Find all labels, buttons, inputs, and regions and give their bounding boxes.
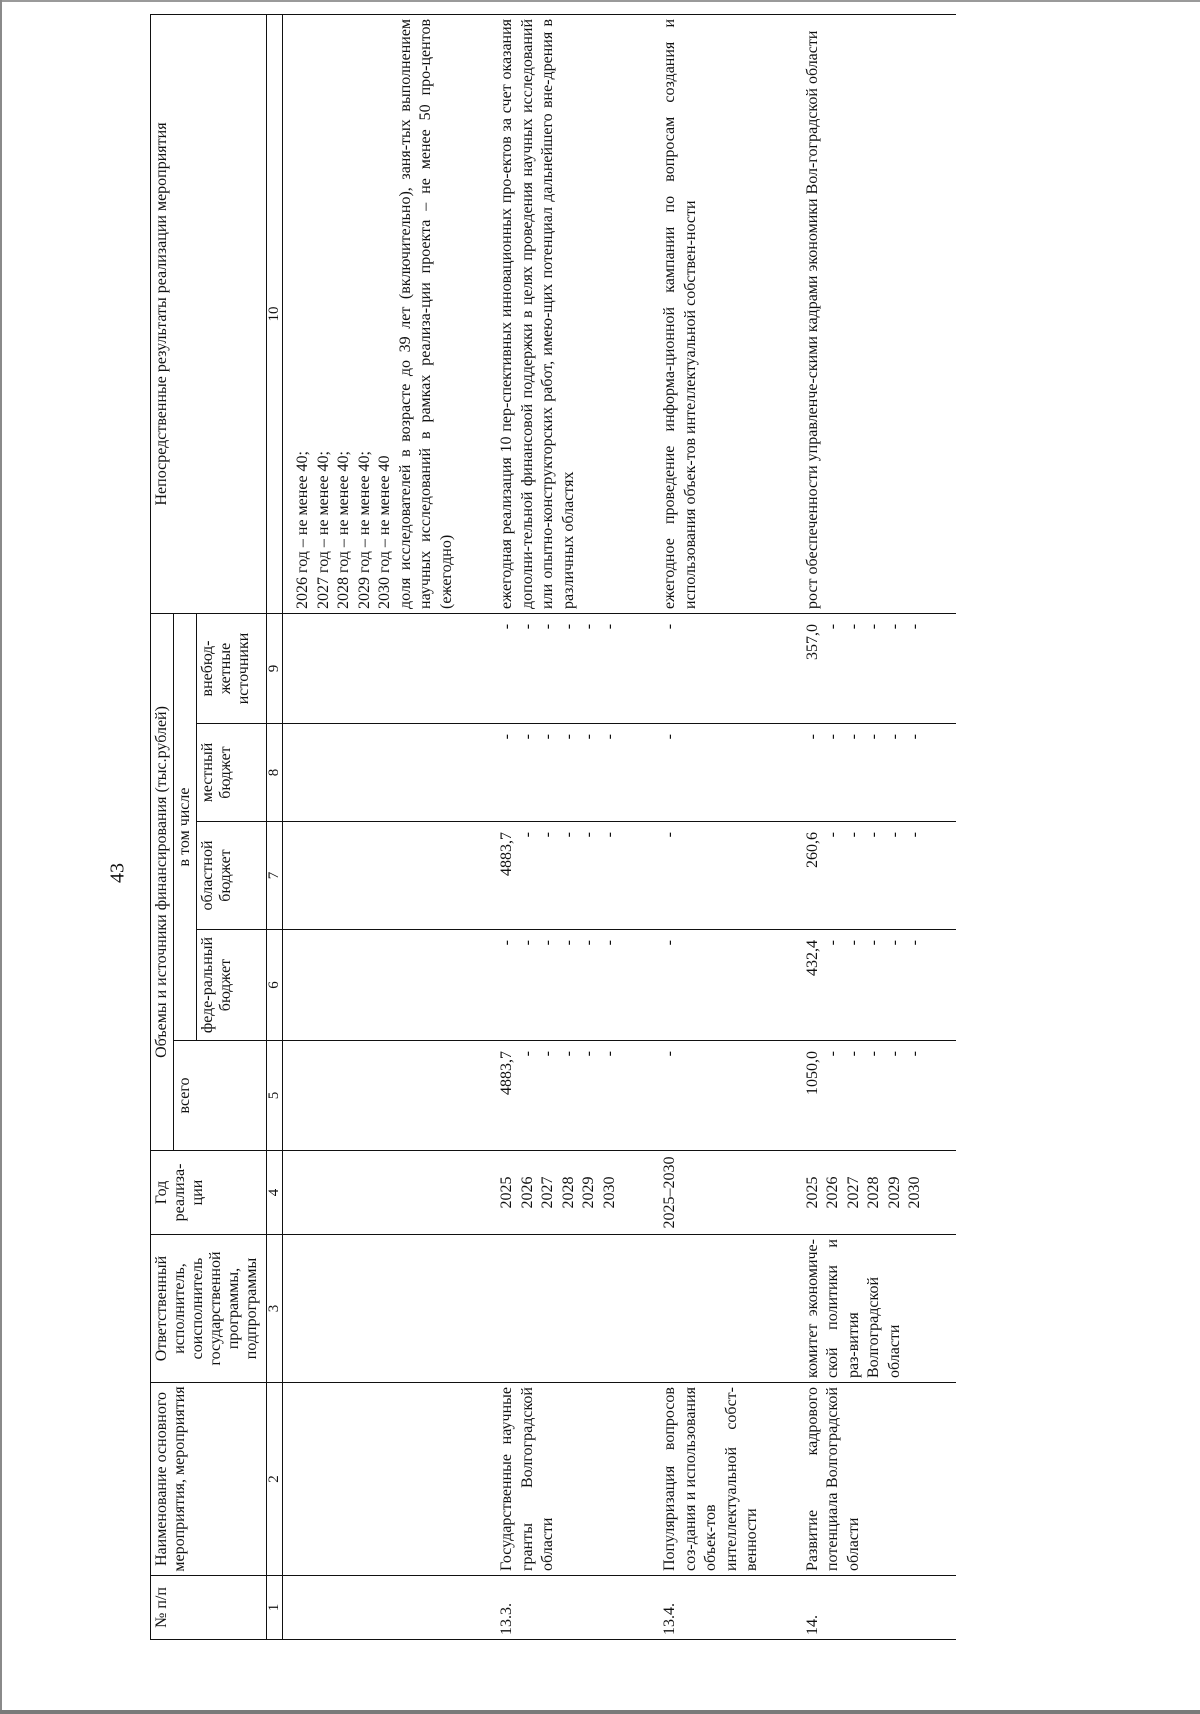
cell-federal-line: - <box>600 940 618 946</box>
cell-total-line: - <box>906 1051 923 1057</box>
cell-extrabudget <box>487 613 650 723</box>
header-local: местный бюджет <box>197 724 267 822</box>
cell-extrabudget-line: - <box>906 623 923 630</box>
column-number: 5 <box>267 1041 283 1151</box>
header-name: Наименование основного мероприятия, мероприятия <box>151 1383 267 1576</box>
cell-extrabudget-line: - <box>518 623 536 630</box>
cell-results <box>793 14 956 613</box>
header-year: Год реализа-ции <box>151 1151 267 1235</box>
cell-total-line: - <box>559 1051 577 1057</box>
cell-extrabudget-line: - <box>824 623 841 630</box>
cell-local <box>487 724 650 822</box>
cell-extrabudget <box>793 613 956 723</box>
table-row <box>650 14 793 1639</box>
cell-year <box>283 1151 488 1235</box>
cell-extrabudget-line: - <box>865 623 882 630</box>
cell-regional-line: - <box>885 832 903 838</box>
cell-total-line: - <box>885 1051 903 1057</box>
scan-edge-top <box>0 0 1200 2</box>
column-number: 1 <box>267 1576 283 1640</box>
cell-local-line: - <box>865 734 882 740</box>
cell-total-line: 4883,7 <box>498 1051 515 1095</box>
cell-regional-line: - <box>906 832 923 838</box>
cell-year-line: 2028 <box>865 1176 882 1209</box>
cell-local-line: - <box>559 734 577 740</box>
cell-total-line: 1050,0 <box>803 1051 821 1095</box>
cell-total-line: - <box>844 1051 862 1057</box>
cell-year-line: 2027 <box>844 1176 862 1209</box>
column-number: 2 <box>267 1383 283 1576</box>
cell-results-line: ежегодная реализация 10 пер-спективных инновационных про-ектов за счет оказания дополни-тельной финансовой поддержки в целях проведения научных исследований или опытно-конструкторских работ, имею-щих потенциал дальнейшего вне-дрения в различных областях <box>498 18 577 609</box>
header-executor: Ответственный исполнитель, соисполнитель государственной программы, подпрограммы <box>151 1235 267 1383</box>
table-row <box>487 14 650 1639</box>
cell-extrabudget-line: - <box>498 623 515 630</box>
cell-regional-line: 260,6 <box>803 832 821 868</box>
cell-local <box>650 724 793 822</box>
cell-total-line: - <box>600 1051 618 1057</box>
cell-results-line: 2029 год – не менее 40; <box>355 451 373 609</box>
cell-year-line: 2028 <box>559 1176 577 1209</box>
column-number: 6 <box>267 930 283 1041</box>
header-funding: Объемы и источники финансирования (тыс.рублей) <box>151 613 174 1150</box>
cell-federal <box>650 930 793 1041</box>
cell-results-line: 2027 год – не менее 40; <box>314 451 332 609</box>
column-number: 9 <box>267 613 283 723</box>
cell-regional-line: - <box>539 832 556 838</box>
cell-regional-line: - <box>865 832 882 838</box>
header-including: в том числе <box>174 613 197 1040</box>
cell-federal-line: 432,4 <box>803 940 821 976</box>
cell-results-line: доля исследователей в возрасте до 39 лет (включительно), заня-тых выполнением научных исследований в рамках реализа-ции проекта – не менее 50 про-центов (ежегодно) <box>396 18 455 609</box>
cell-regional-line: - <box>661 832 678 838</box>
cell-year-line: 2025 <box>803 1176 821 1209</box>
cell-federal-line: - <box>824 940 841 946</box>
cell-year-line: 2030 <box>906 1176 923 1209</box>
cell-no: 13.4. <box>650 1576 793 1640</box>
column-number: 3 <box>267 1235 283 1383</box>
column-number: 8 <box>267 724 283 822</box>
cell-total <box>650 1041 793 1151</box>
cell-federal-line: - <box>661 940 678 946</box>
header-total: всего <box>174 1041 267 1151</box>
cell-federal-line: - <box>906 940 923 946</box>
cell-name: Государственные научные гранты Волгоградской области <box>487 1383 650 1576</box>
cell-name: Популяризация вопросов соз-дания и использования объек-тов интеллектуальной собст-венности <box>650 1383 793 1576</box>
cell-local <box>793 724 956 822</box>
cell-year-line: 2026 <box>824 1176 841 1209</box>
cell-regional <box>283 822 488 930</box>
cell-name: Развитие кадрового потенциала Волгоградской области <box>793 1383 956 1576</box>
cell-federal <box>487 930 650 1041</box>
cell-regional <box>793 822 956 930</box>
cell-federal-line: - <box>539 940 556 946</box>
cell-no: 13.3. <box>487 1576 650 1640</box>
cell-name <box>283 1383 488 1576</box>
page-number: 43 <box>106 863 129 883</box>
cell-executor: комитет экономиче-ской политики и раз-вития Волгоградской области <box>793 1235 956 1383</box>
column-number: 10 <box>267 14 283 613</box>
cell-total <box>793 1041 956 1151</box>
cell-extrabudget <box>283 613 488 723</box>
cell-total-line: - <box>518 1051 536 1057</box>
cell-local <box>283 724 488 822</box>
cell-executor <box>283 1235 488 1383</box>
cell-local-line: - <box>906 734 923 740</box>
program-activities-table <box>150 14 956 1640</box>
cell-regional-line: 4883,7 <box>498 832 515 876</box>
cell-extrabudget-line: - <box>885 623 903 630</box>
cell-regional-line: - <box>559 832 577 838</box>
cell-local-line: - <box>518 734 536 740</box>
cell-year-line: 2027 <box>539 1176 556 1209</box>
cell-extrabudget <box>650 613 793 723</box>
table-row <box>793 14 956 1639</box>
cell-local-line: - <box>844 734 862 740</box>
cell-extrabudget-line: - <box>559 623 577 630</box>
cell-regional <box>487 822 650 930</box>
cell-year-line: 2026 <box>518 1176 536 1209</box>
header-regional: областной бюджет <box>197 822 267 930</box>
table-header <box>151 14 283 1639</box>
cell-executor <box>650 1235 793 1383</box>
cell-regional-line: - <box>600 832 618 838</box>
cell-year <box>487 1151 650 1235</box>
cell-year-line: 2029 <box>580 1176 597 1209</box>
cell-federal-line: - <box>580 940 597 946</box>
cell-no <box>283 1576 488 1640</box>
cell-federal <box>793 930 956 1041</box>
cell-local-line: - <box>661 734 678 740</box>
cell-year <box>650 1151 793 1235</box>
cell-total <box>487 1041 650 1151</box>
cell-results <box>487 14 650 613</box>
cell-regional-line: - <box>580 832 597 838</box>
header-extrabudget: внебюд-жетные источники <box>197 613 267 723</box>
cell-year-line: 2029 <box>885 1176 903 1209</box>
rotated-table-sheet <box>150 15 1190 1640</box>
cell-local-line: - <box>539 734 556 740</box>
cell-local-line: - <box>498 734 515 740</box>
cell-regional-line: - <box>844 832 862 838</box>
cell-results <box>283 14 488 613</box>
cell-year-line: 2025–2030 <box>661 1156 678 1229</box>
cell-extrabudget-line: - <box>600 623 618 630</box>
cell-results <box>650 14 793 613</box>
cell-extrabudget-line: - <box>661 623 678 630</box>
cell-federal-line: - <box>844 940 862 946</box>
cell-extrabudget-line: - <box>539 623 556 630</box>
cell-federal <box>283 930 488 1041</box>
cell-federal-line: - <box>865 940 882 946</box>
cell-federal-line: - <box>559 940 577 946</box>
column-number: 7 <box>267 822 283 930</box>
cell-year <box>793 1151 956 1235</box>
cell-executor <box>487 1235 650 1383</box>
cell-extrabudget-line: - <box>580 623 597 630</box>
cell-extrabudget-line: - <box>844 623 862 630</box>
cell-total <box>283 1041 488 1151</box>
cell-total-line: - <box>539 1051 556 1057</box>
header-no: № п/п <box>151 1576 267 1640</box>
cell-total-line: - <box>580 1051 597 1057</box>
cell-local-line: - <box>824 734 841 740</box>
cell-results-line: 2028 год – не менее 40; <box>335 451 352 609</box>
table-body <box>283 14 956 1639</box>
cell-results-line: 2026 год – не менее 40; <box>294 451 311 609</box>
cell-local-line: - <box>885 734 903 740</box>
cell-regional-line: - <box>824 832 841 838</box>
cell-total-line: - <box>661 1051 678 1057</box>
cell-federal-line: - <box>885 940 903 946</box>
cell-year-line: 2025 <box>498 1176 515 1209</box>
cell-federal-line: - <box>498 940 515 946</box>
cell-federal-line: - <box>518 940 536 946</box>
cell-local-line: - <box>600 734 618 740</box>
cell-extrabudget-line: 357,0 <box>803 623 821 660</box>
cell-local-line: - <box>580 734 597 740</box>
cell-local-line: - <box>803 734 821 740</box>
cell-total-line: - <box>865 1051 882 1057</box>
cell-regional-line: - <box>518 832 536 838</box>
cell-year-line: 2030 <box>600 1176 618 1209</box>
column-number: 4 <box>267 1151 283 1235</box>
cell-results-line: 2030 год – не менее 40 <box>376 455 393 609</box>
cell-results-line: ежегодное проведение информа-ционной кампании по вопросам создания и использования объек-тов интеллектуальной собствен-ности <box>661 18 699 609</box>
cell-results-line: рост обеспеченности управленче-скими кадрами экономики Вол-гоградской области <box>803 30 821 609</box>
table-row <box>283 14 488 1639</box>
header-results: Непосредственные результаты реализации мероприятия <box>151 14 267 613</box>
cell-total-line: - <box>824 1051 841 1057</box>
cell-no: 14. <box>793 1576 956 1640</box>
scan-edge-bottom <box>0 1710 1200 1714</box>
scan-edge-left <box>0 0 2 1714</box>
cell-regional <box>650 822 793 930</box>
header-federal: феде-ральный бюджет <box>197 930 267 1041</box>
